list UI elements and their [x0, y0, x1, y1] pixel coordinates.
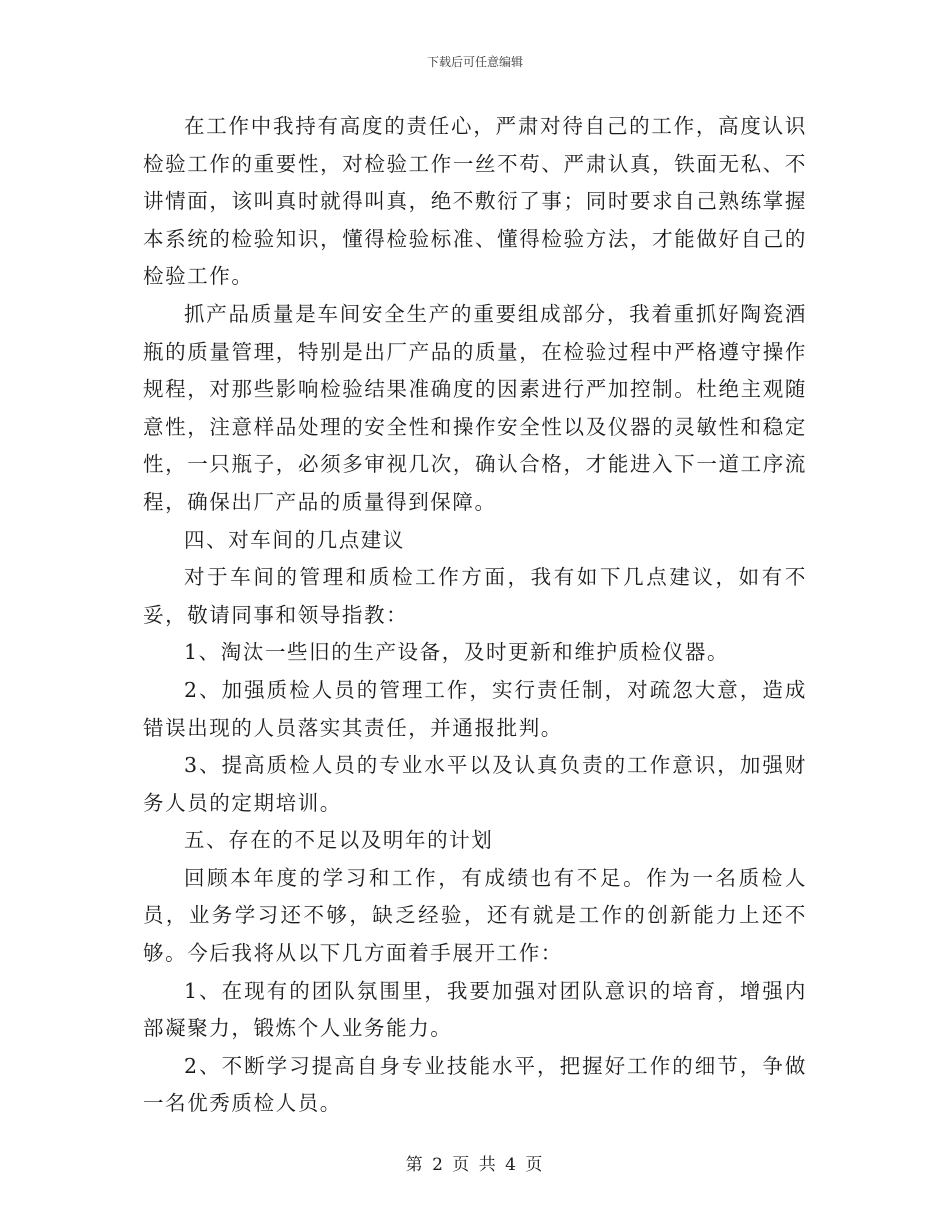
document-body: [143, 108, 807, 1123]
page-number: 第 2 页 共 4 页: [405, 1155, 545, 1175]
list-item-plan-2: 2、不断学习提高自身专业技能水平，把握好工作的细节，争做一名优秀质检人员。: [143, 1053, 807, 1116]
list-item-plan-1: 1、在现有的团队氛围里，我要加强对团队意识的培育，增强内部凝聚力，锻炼个人业务能力。: [143, 978, 807, 1041]
paragraph-review: 回顾本年度的学习和工作，有成绩也有不足。作为一名质检人员，业务学习还不够，缺乏经验，还有就是工作的创新能力上还不够。今后我将从以下几方面着手展开工作：: [143, 865, 807, 966]
list-item-suggestion-3: 3、提高质检人员的专业水平以及认真负责的工作意识，加强财务人员的定期培训。: [143, 753, 807, 815]
section-heading-plan: 五、存在的不足以及明年的计划: [184, 828, 494, 853]
list-item-suggestion-2: 2、加强质检人员的管理工作，实行责任制，对疏忽大意，造成错误出现的人员落实其责任，并通报批判。: [143, 677, 807, 740]
paragraph-suggestions-intro: 对于车间的管理和质检工作方面，我有如下几点建议，如有不妥，敬请同事和领导指教：: [143, 565, 807, 627]
page-header: 下载后可任意编辑: [426, 55, 523, 69]
section-heading-suggestions: 四、对车间的几点建议: [184, 527, 405, 552]
paragraph-quality-management: 抓产品质量是车间安全生产的重要组成部分，我着重抓好陶瓷酒瓶的质量管理，特别是出厂产品的质量，在检验过程中严格遵守操作规程，对那些影响检验结果准确度的因素进行严加控制。杜绝主观随意性，注意样品处理的安全性和操作安全性以及仪器的灵敏性和稳定性，一只瓶子，必须多审视几次，确认合格，才能进入下一道工序流程，确保出厂产品的质量得到保障。: [143, 301, 807, 514]
paragraph-responsibility: 在工作中我持有高度的责任心，严肃对待自己的工作，高度认识检验工作的重要性，对检验工作一丝不苟、严肃认真，铁面无私、不讲情面，该叫真时就得叫真，绝不敷衍了事；同时要求自己熟练掌握本系统的检验知识，懂得检验标准、懂得检验方法，才能做好自己的检验工作。: [143, 114, 807, 289]
list-item-suggestion-1: 1、淘汰一些旧的生产设备，及时更新和维护质检仪器。: [184, 640, 730, 665]
